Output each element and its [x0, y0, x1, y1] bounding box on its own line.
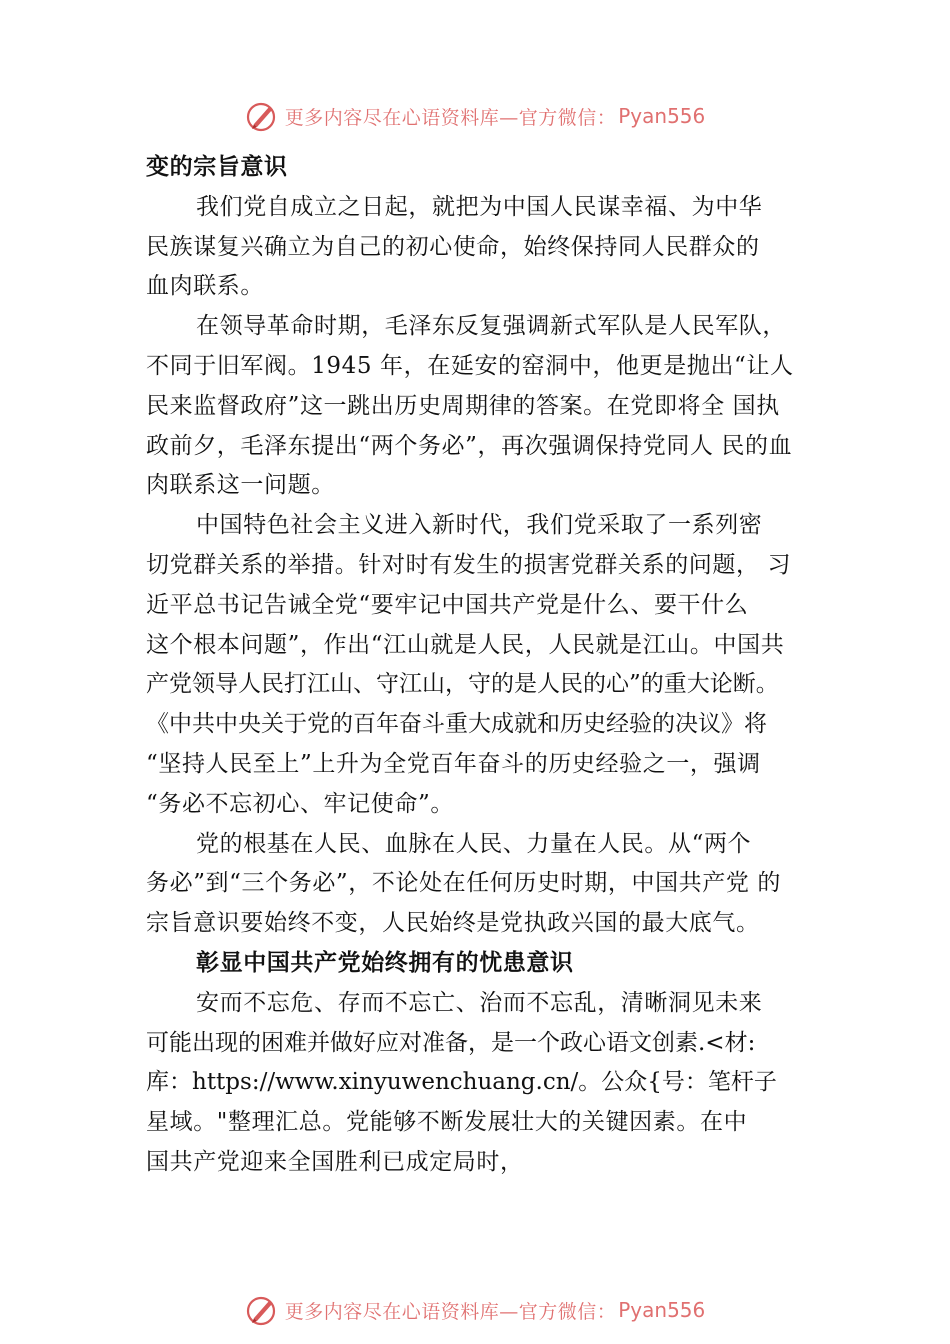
paragraph-line: 切党群关系的举措。针对时有发生的损害党群关系的问题， 习 — [146, 551, 792, 578]
document-body — [146, 148, 836, 1183]
paragraph-line: 民族谋复兴确立为自己的初心使命，始终保持同人民群众的 — [146, 233, 760, 260]
paragraph-line: 产党领导人民打江山、守江山，守的是人民的心”的重大论断。 — [146, 671, 779, 698]
header-banner — [0, 96, 950, 136]
pen-logo-icon — [245, 99, 279, 133]
paragraph-line: 《中共中央关于党的百年奋斗重大成就和历史经验的决议》将 — [146, 711, 767, 738]
paragraph-line: 政前夕，毛泽东提出“两个务必”，再次强调保持党同人 民的血 — [146, 432, 793, 459]
footer-banner — [0, 1290, 950, 1330]
paragraph-line: 可能出现的困难并做好应对准备，是一个政心语文创素.<材: — [146, 1029, 756, 1056]
paragraph-line: 库：https://www.xinyuwenchuang.cn/。公众{号：笔杆子 — [146, 1069, 777, 1096]
paragraph-line: 血肉联系。 — [146, 273, 264, 300]
banner-text: 更多内容尽在心语资料库—官方微信： — [284, 106, 617, 129]
paragraph-line: “务必不忘初心、牢记使命”。 — [146, 790, 454, 817]
banner-text: 更多内容尽在心语资料库—官方微信： — [284, 1300, 617, 1323]
paragraph-line: 星域。"整理汇总。党能够不断发展壮大的关键因素。在中 — [146, 1109, 748, 1136]
paragraph-line: 在领导革命时期，毛泽东反复强调新式军队是人民军队， — [196, 313, 786, 340]
paragraph-line: 中国特色社会主义进入新时代，我们党采取了一系列密 — [196, 512, 763, 539]
paragraph-line: 宗旨意识要始终不变，人民始终是党执政兴国的最大底气。 — [146, 910, 760, 937]
paragraph-line: 这个根本问题”，作出“江山就是人民，人民就是江山。中国共 — [146, 631, 785, 658]
paragraph-line: 我们党自成立之日起，就把为中国人民谋幸福、为中华 — [196, 193, 763, 220]
section-heading: 变的宗旨意识 — [146, 154, 288, 180]
banner-wechat-id: Pyan556 — [618, 104, 706, 128]
paragraph-line: 肉联系这一问题。 — [146, 472, 335, 499]
section-heading: 彰显中国共产党始终拥有的忧患意识 — [196, 949, 574, 976]
paragraph-line: “坚持人民至上”上升为全党百年奋斗的历史经验之一，强调 — [146, 750, 761, 777]
pen-logo-icon — [245, 1293, 279, 1327]
paragraph-line: 安而不忘危、存而不忘亡、治而不忘乱，清晰洞见未来 — [196, 989, 763, 1016]
paragraph-line: 党的根基在人民、血脉在人民、力量在人民。从“两个 — [196, 830, 752, 857]
paragraph-line: 不同于旧军阀。1945 年，在延安的窑洞中，他更是抛出“让人 — [146, 352, 794, 379]
paragraph-line: 国共产党迎来全国胜利已成定局时， — [146, 1148, 524, 1175]
paragraph-line: 近平总书记告诫全党“要牢记中国共产党是什么、要干什么 — [146, 591, 749, 618]
paragraph-line: 务必”到“三个务必”，不论处在任何历史时期，中国共产党 的 — [146, 870, 781, 897]
banner-wechat-id: Pyan556 — [618, 1298, 706, 1322]
paragraph-line: 民来监督政府”这一跳出历史周期律的答案。在党即将全 国执 — [146, 392, 780, 419]
